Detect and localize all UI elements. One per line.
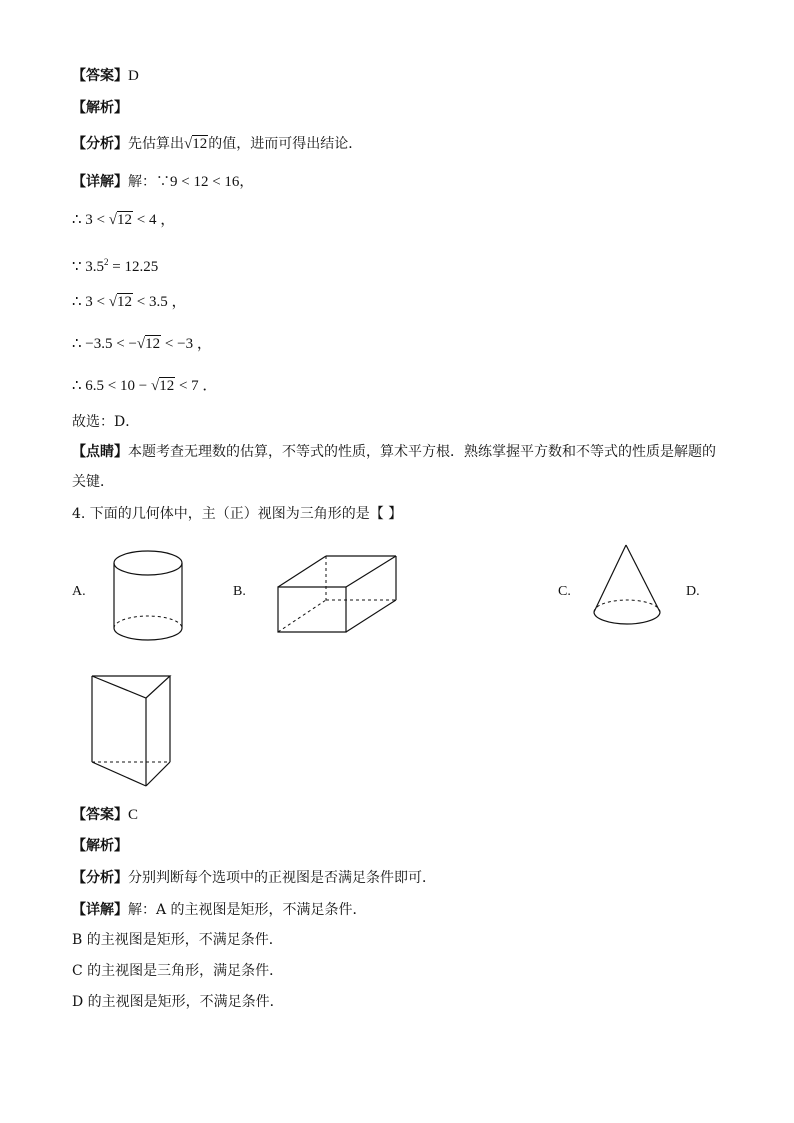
q3-answer-line — [72, 66, 139, 86]
q3-xiangjie-tag: 【详解】 — [72, 174, 128, 190]
q4-line-d: D 的主视图是矩形，不满足条件． — [72, 994, 284, 1010]
q3-fenxi-sqrt: √12 — [184, 136, 208, 152]
q4-figure-triangular-prism — [88, 672, 178, 790]
q3-step1: ∴ 3 < √12 < 4 ， — [72, 212, 176, 228]
q4-xiangjie-line: 【详解】解：A 的主视图是矩形，不满足条件． — [72, 902, 367, 918]
q3-step1-sqrt: √12 — [108, 212, 132, 228]
q3-dianjing-line1: 【点睛】本题考查无理数的估算，不等式的性质，算术平方根．熟练掌握平方数和不等式的性质是解题的 — [72, 444, 716, 460]
q4-answer-value: C — [128, 807, 139, 823]
q3-xiangjie-line — [72, 172, 253, 192]
q3-step4: ∴ −3.5 < −√12 < −3 ， — [72, 336, 212, 352]
q4-fenxi-tag: 【分析】 — [72, 870, 128, 886]
q3-answer-value: D — [128, 68, 139, 84]
q3-fenxi-post: 的值，进而可得出结论． — [208, 136, 363, 152]
q3-choose: 故选：D． — [72, 414, 140, 430]
q3-step3: ∴ 3 < √12 < 3.5 ， — [72, 294, 187, 310]
q4-fenxi-line: 【分析】分别判断每个选项中的正视图是否满足条件即可． — [72, 870, 436, 886]
q3-xiangjie-post: ， — [239, 174, 254, 190]
q3-xiangjie-ineq: 9 < 12 < 16 — [170, 174, 240, 190]
q4-figure-cone — [590, 542, 666, 630]
q4-xiangjie-tag: 【详解】 — [72, 902, 128, 918]
q3-step3-sqrt: √12 — [108, 294, 132, 310]
q3-answer-tag: 【答案】 — [72, 68, 128, 84]
q3-step5: ∴ 6.5 < 10 − √12 < 7 ． — [72, 378, 218, 394]
q3-step5-sqrt: √12 — [150, 378, 175, 394]
q4-figure-cylinder — [108, 548, 188, 646]
q4-figure-cuboid — [276, 553, 402, 635]
q4-question: 4. 下面的几何体中，主（正）视图为三角形的是【 】 — [72, 506, 403, 522]
q3-step2: ∵ $3.5^2 = 12.25$ — [72, 257, 159, 275]
q3-dianjing-tag: 【点睛】 — [72, 444, 128, 460]
q3-fenxi-tag: 【分析】 — [72, 136, 128, 152]
q3-analysis-title: 【解析】 — [72, 100, 128, 116]
q3-fenxi-line — [72, 134, 362, 154]
q4-answer-line — [72, 805, 138, 825]
q4-line-c: C 的主视图是三角形，满足条件． — [72, 963, 284, 979]
q4-option-a-label: A. — [72, 584, 86, 599]
q4-option-b-label: B. — [233, 584, 246, 599]
q3-fenxi-pre: 先估算出 — [128, 136, 184, 152]
q3-dianjing-line2: 关键． — [72, 474, 114, 490]
q4-analysis-title: 【解析】 — [72, 838, 128, 854]
q3-step4-sqrt: √12 — [136, 336, 161, 352]
q4-option-d-label: D. — [686, 584, 700, 599]
q4-option-c-label: C. — [558, 584, 571, 599]
q4-answer-tag: 【答案】 — [72, 807, 128, 823]
q3-xiangjie-pre: 解：∵ — [128, 174, 170, 190]
q4-line-b: B 的主视图是矩形，不满足条件． — [72, 932, 283, 948]
